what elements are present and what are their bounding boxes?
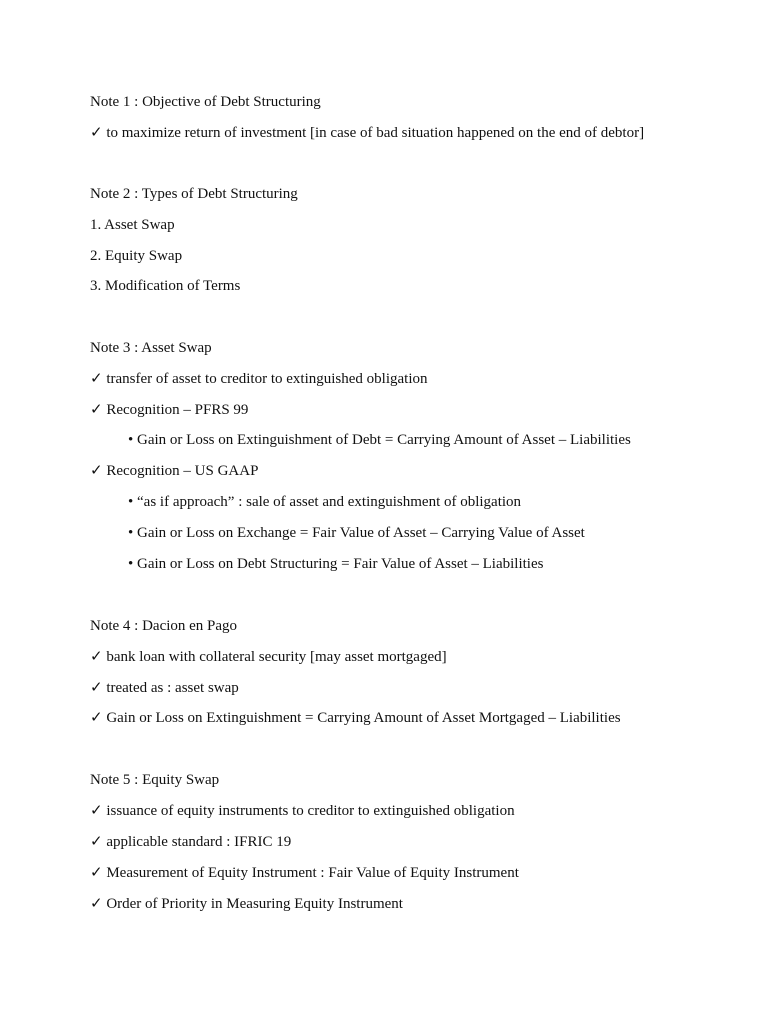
note-3-subitem-1: • Gain or Loss on Extinguishment of Debt = Carrying Amount of Asset – Liabilities bbox=[128, 432, 631, 448]
note-2-item-3: 3. Modification of Terms bbox=[90, 278, 241, 294]
note-5-item-3: ✓ Measurement of Equity Instrument : Fair Value of Equity Instrument bbox=[90, 865, 519, 881]
note-4-item-1: ✓ bank loan with collateral security [may asset mortgaged] bbox=[90, 649, 447, 665]
note-5-item-2: ✓ applicable standard : IFRIC 19 bbox=[90, 834, 292, 850]
note-3-heading: Note 3 : Asset Swap bbox=[90, 340, 212, 356]
note-4-item-2: ✓ treated as : asset swap bbox=[90, 680, 239, 696]
note-3-subitem-3: • Gain or Loss on Exchange = Fair Value of Asset – Carrying Value of Asset bbox=[128, 525, 585, 541]
note-4-item-3: ✓ Gain or Loss on Extinguishment = Carrying Amount of Asset Mortgaged – Liabilities bbox=[90, 710, 621, 726]
note-3-item-3: ✓ Recognition – US GAAP bbox=[90, 463, 259, 479]
note-5-heading: Note 5 : Equity Swap bbox=[90, 772, 220, 788]
note-5-item-4: ✓ Order of Priority in Measuring Equity Instrument bbox=[90, 896, 403, 912]
note-5-item-1: ✓ issuance of equity instruments to creditor to extinguished obligation bbox=[90, 803, 515, 819]
note-3-subitem-2: • “as if approach” : sale of asset and extinguishment of obligation bbox=[128, 494, 522, 510]
note-3-item-1: ✓ transfer of asset to creditor to extinguished obligation bbox=[90, 371, 428, 387]
note-2-heading: Note 2 : Types of Debt Structuring bbox=[90, 186, 298, 202]
note-1-heading: Note 1 : Objective of Debt Structuring bbox=[90, 94, 321, 110]
note-2-item-1: 1. Asset Swap bbox=[90, 217, 175, 233]
note-3-subitem-4: • Gain or Loss on Debt Structuring = Fair Value of Asset – Liabilities bbox=[128, 556, 544, 572]
note-1-item-1: ✓ to maximize return of investment [in case of bad situation happened on the end of debtor] bbox=[90, 125, 645, 141]
note-3-item-2: ✓ Recognition – PFRS 99 bbox=[90, 402, 249, 418]
note-4-heading: Note 4 : Dacion en Pago bbox=[90, 618, 238, 634]
note-2-item-2: 2. Equity Swap bbox=[90, 248, 183, 264]
